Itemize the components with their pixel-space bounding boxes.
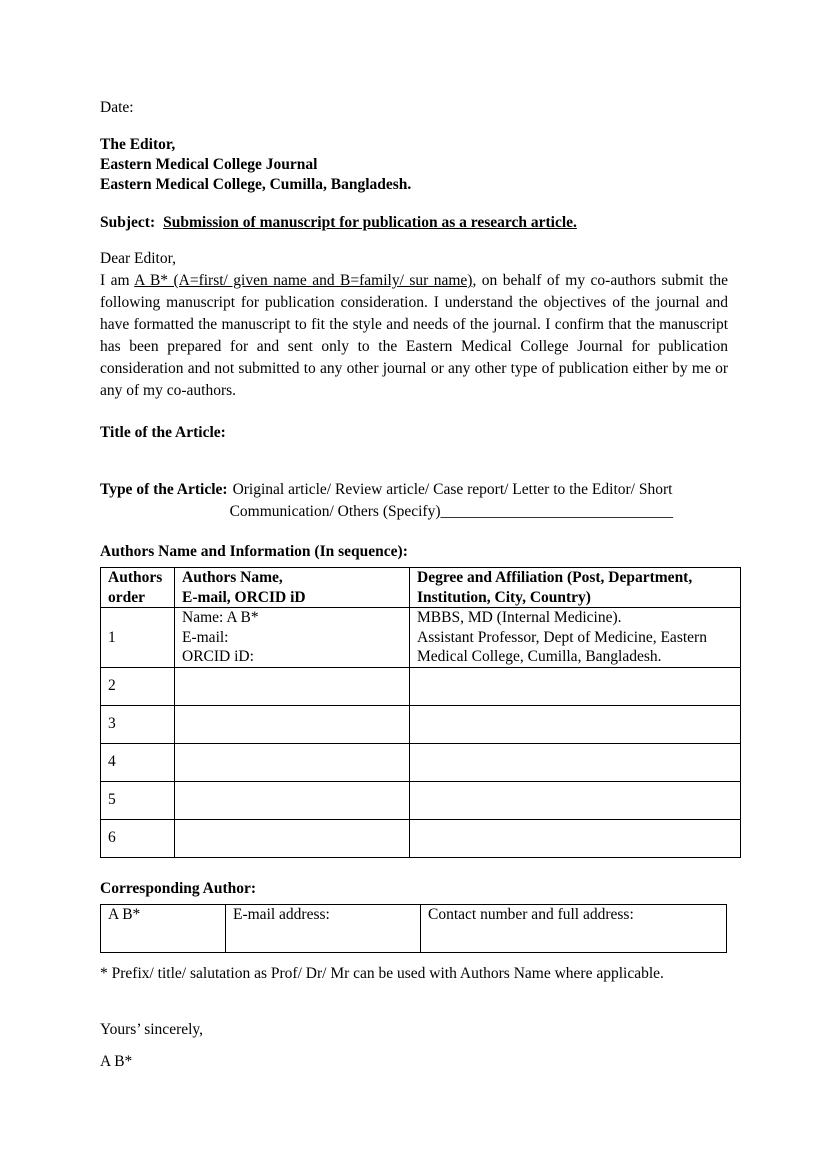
header-name-line-1: Authors Name, [182,569,283,586]
authors-heading: Authors Name and Information (In sequence): [100,543,408,560]
author-orcid: ORCID iD: [182,648,254,665]
author-affiliation-cell[interactable] [410,705,741,743]
author-affiliation-cell[interactable] [410,608,741,668]
header-affiliation-line-1: Degree and Affiliation (Post, Department, [417,569,693,586]
author-order: 3 [101,705,175,743]
cover-letter [100,97,728,1073]
recipient-line-2: Eastern Medical College Journal [100,156,318,173]
author-affiliation-cell[interactable] [410,781,741,819]
author-order: 5 [101,781,175,819]
article-type-line-1: Original article/ Review article/ Case report/ Letter to the Editor/ Short [232,481,673,498]
author-order: 1 [101,608,175,668]
header-affiliation [410,568,741,608]
header-order-line-1: Authors [108,569,163,586]
recipient-line-1: The Editor, [100,136,176,153]
header-affiliation-line-2: Institution, City, Country) [417,588,591,606]
prefix-note: * Prefix/ title/ salutation as Prof/ Dr/ Mr can be used with Authors Name where applicable. [100,964,664,982]
author-affiliation-cell[interactable] [410,743,741,781]
corresponding-email-cell[interactable]: E-mail address: [226,904,421,952]
body-rest: , on behalf of my co-authors submit the following manuscript for publication consideration. I understand the objectives of the journal and have formatted the manuscript to fit the style and needs of the journal. I confirm that the manuscript has been prepared for and sent only to the Eastern Medical College Journal for publication consideration and not submitted to any other journal or any other type of publication either by me or any of my co-authors. [100,272,728,399]
subject-label: Subject: [100,214,156,231]
author-name-cell[interactable] [175,743,410,781]
table-row [101,743,741,781]
signature: A B* [100,1052,133,1070]
author-degree: MBBS, MD (Internal Medicine). [417,609,622,626]
author-affiliation-line-2: Medical College, Cumilla, Bangladesh. [417,648,662,665]
author-email: E-mail: [182,628,229,646]
authors-table-header [101,568,741,608]
corresponding-name-cell[interactable]: A B* [101,904,226,952]
author-name: Name: A B* [182,609,259,626]
date-label: Date: [100,99,134,116]
subject-value: Submission of manuscript for publication as a research article. [163,214,577,231]
table-row [101,608,741,668]
letter-body [100,270,728,402]
corresponding-author-heading: Corresponding Author: [100,879,257,897]
salutation: Dear Editor, [100,250,176,267]
author-name-cell[interactable] [175,819,410,857]
header-order-line-2: order [108,588,146,606]
header-name-line-2: E-mail, ORCID iD [182,588,306,606]
article-type-options [229,479,673,523]
article-title-label: Title of the Article: [100,424,226,441]
subject-line [100,212,728,234]
table-row [101,819,741,857]
table-row [101,904,727,952]
corresponding-contact-cell[interactable]: Contact number and full address: [421,904,727,952]
author-name-cell[interactable] [175,608,410,668]
table-row [101,781,741,819]
table-row [101,705,741,743]
recipient-line-3: Eastern Medical College, Cumilla, Bangladesh. [100,176,412,193]
recipient-address [100,135,728,195]
table-row [101,667,741,705]
author-affiliation-line-1: Assistant Professor, Dept of Medicine, Eastern [417,628,707,646]
author-order: 6 [101,819,175,857]
article-type [100,479,728,523]
corresponding-author-table [100,904,727,953]
author-affiliation-cell[interactable] [410,667,741,705]
author-affiliation-cell[interactable] [410,819,741,857]
article-type-line-2: Communication/ Others (Specify)______________________________ [229,503,673,520]
closing: Yours’ sincerely, [100,1020,204,1038]
author-order: 2 [101,667,175,705]
author-name-cell[interactable] [175,781,410,819]
author-name-cell[interactable] [175,705,410,743]
author-order: 4 [101,743,175,781]
body-prefix: I am [100,272,135,289]
authors-table [100,567,741,858]
header-name [175,568,410,608]
article-type-label: Type of the Article: [100,481,228,498]
body-name-note: A B* (A=first/ given name and B=family/ sur name) [134,272,473,289]
author-name-cell[interactable] [175,667,410,705]
header-order [101,568,175,608]
